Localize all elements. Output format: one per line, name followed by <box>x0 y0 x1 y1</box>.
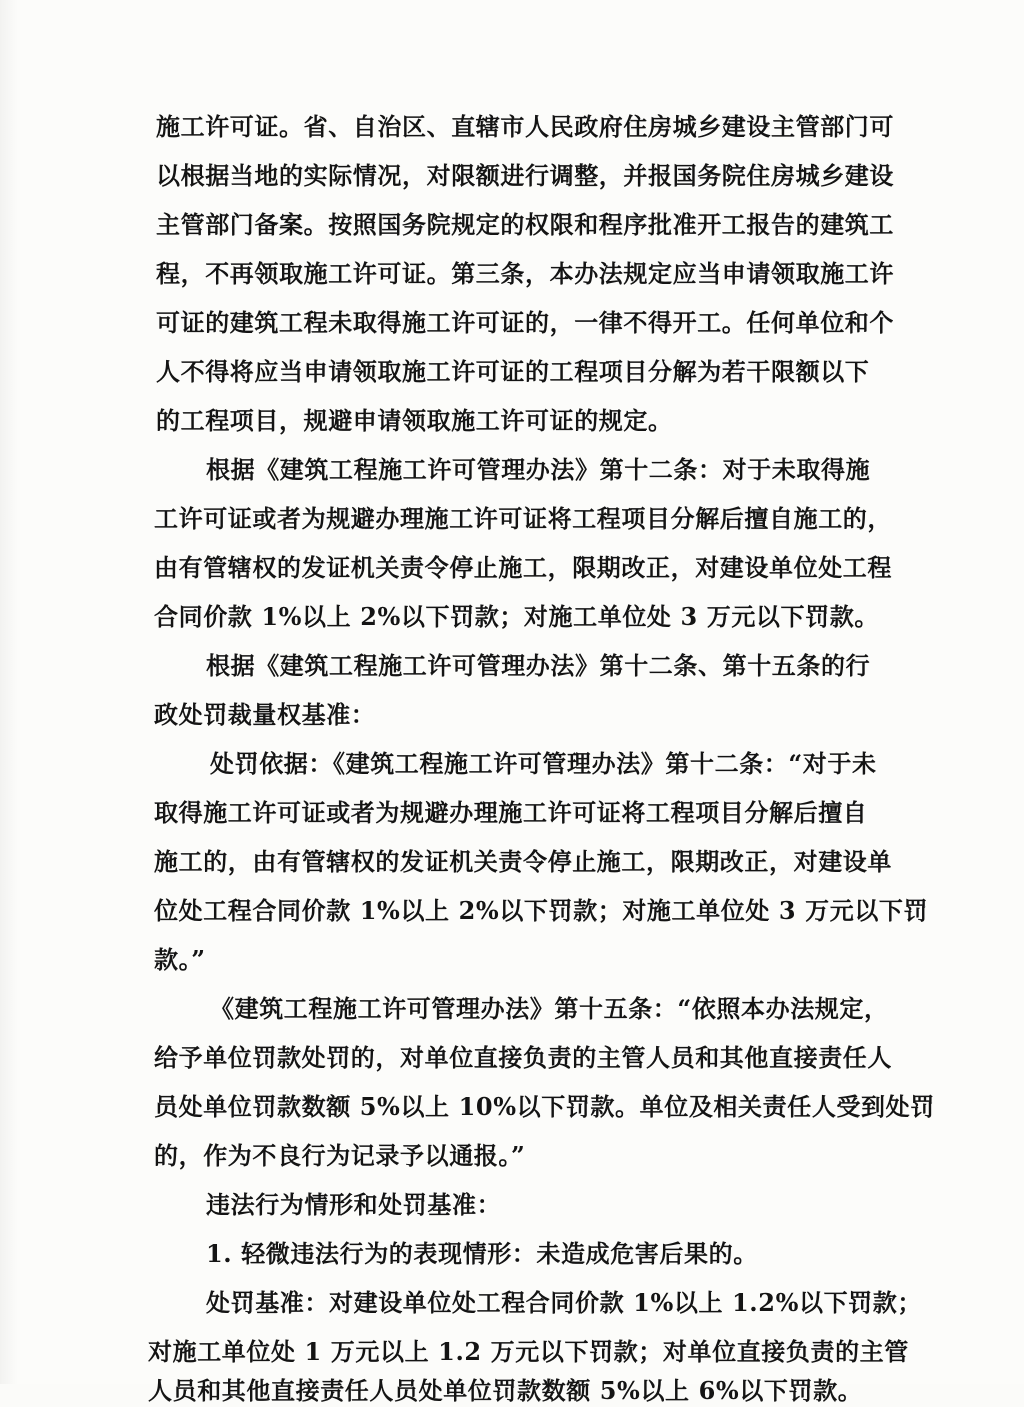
list-item: 1. 轻微违法行为的表现情形：未造成危害后果的。 <box>206 1239 758 1268</box>
text-line: 以根据当地的实际情况，对限额进行调整，并报国务院住房城乡建设 <box>156 161 894 190</box>
text-line: 合同价款 1%以上 2%以下罚款；对施工单位处 3 万元以下罚款。 <box>154 602 879 631</box>
paragraph-first-line: 处罚基准：对建设单位处工程合同价款 1%以上 1.2%以下罚款； <box>206 1288 922 1317</box>
text-line: 款。” <box>154 945 206 974</box>
text-line: 施工的，由有管辖权的发证机关责令停止施工，限期改正，对建设单 <box>154 847 892 876</box>
text-line: 人不得将应当申请领取施工许可证的工程项目分解为若干限额以下 <box>156 357 870 386</box>
text-line: 位处工程合同价款 1%以上 2%以下罚款；对施工单位处 3 万元以下罚 <box>154 896 929 925</box>
paragraph-first-line: 《建筑工程施工许可管理办法》第十五条：“依照本办法规定， <box>210 994 889 1023</box>
text-line: 可证的建筑工程未取得施工许可证的，一律不得开工。任何单位和个 <box>156 308 894 337</box>
text-line: 对施工单位处 1 万元以上 1.2 万元以下罚款；对单位直接负责的主管 <box>148 1337 909 1366</box>
paragraph-first-line: 处罚依据：《建筑工程施工许可管理办法》第十二条：“对于未 <box>210 749 877 778</box>
section-heading: 违法行为情形和处罚基准： <box>206 1190 502 1219</box>
text-line: 的，作为不良行为记录予以通报。” <box>154 1141 526 1170</box>
text-line: 的工程项目，规避申请领取施工许可证的规定。 <box>156 406 673 435</box>
text-line: 人员和其他直接责任人员处单位罚款数额 5%以上 6%以下罚款。 <box>148 1376 863 1405</box>
text-line: 程，不再领取施工许可证。第三条，本办法规定应当申请领取施工许 <box>156 259 894 288</box>
paragraph-first-line: 根据《建筑工程施工许可管理办法》第十二条、第十五条的行 <box>206 651 871 680</box>
text-line: 主管部门备案。按照国务院规定的权限和程序批准开工报告的建筑工 <box>156 210 894 239</box>
text-line: 由有管辖权的发证机关责令停止施工，限期改正，对建设单位处工程 <box>154 553 892 582</box>
text-line: 施工许可证。省、自治区、直辖市人民政府住房城乡建设主管部门可 <box>156 112 894 141</box>
text-line: 工许可证或者为规避办理施工许可证将工程项目分解后擅自施工的， <box>154 504 892 533</box>
paragraph-first-line: 根据《建筑工程施工许可管理办法》第十二条：对于未取得施 <box>206 455 871 484</box>
text-line: 取得施工许可证或者为规避办理施工许可证将工程项目分解后擅自 <box>154 798 868 827</box>
text-line: 给予单位罚款处罚的，对单位直接负责的主管人员和其他直接责任人 <box>154 1043 892 1072</box>
text-line: 政处罚裁量权基准： <box>154 700 376 729</box>
text-line: 员处单位罚款数额 5%以上 10%以下罚款。单位及相关责任人受到处罚 <box>154 1092 935 1121</box>
